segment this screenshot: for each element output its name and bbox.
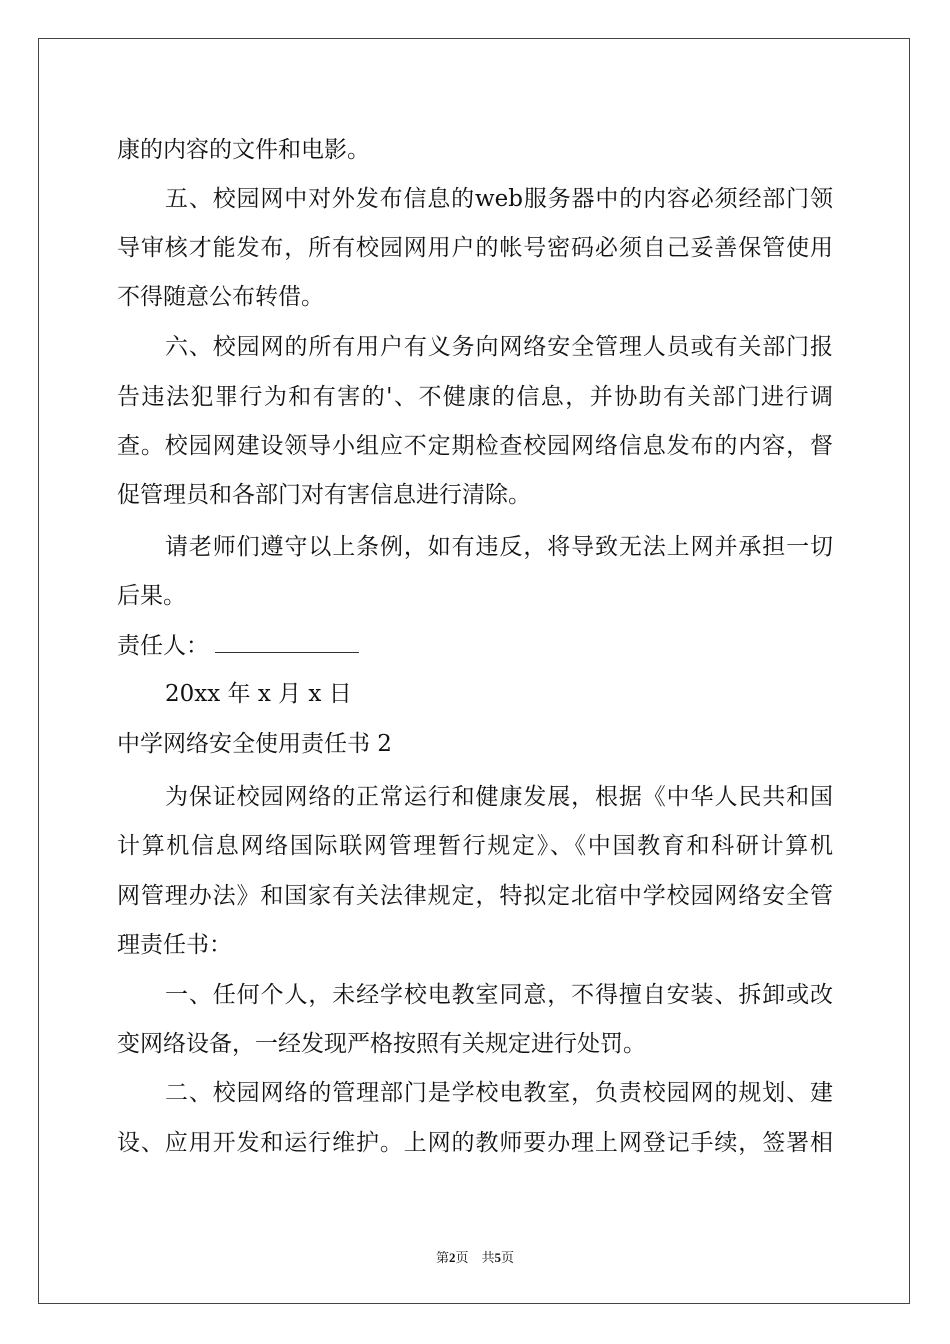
- signature-blank: [215, 632, 359, 653]
- page-border: [38, 38, 910, 1304]
- text-line: 导审核才能发布，所有校园网用户的帐号密码必须自己妥善保管使用: [117, 235, 833, 261]
- text-line: 康的内容的文件和电影。: [117, 137, 370, 163]
- intro-paragraph-line: 为保证校园网络的正常运行和健康发展，根据《中华人民共和国: [165, 784, 833, 810]
- text-line: 设、应用开发和运行维护。上网的教师要办理上网登记手续，签署相: [117, 1130, 833, 1156]
- text-line: 理责任书：: [117, 932, 232, 958]
- footer-suffix: 页: [501, 1250, 515, 1265]
- paragraph-1-line: 一、任何个人，未经学校电教室同意，不得擅自安装、拆卸或改: [165, 982, 833, 1008]
- text-line: 后果。: [117, 583, 186, 609]
- signature-row: [117, 631, 833, 661]
- date-line: 20xx 年 x 月 x 日: [165, 681, 352, 707]
- footer-prefix: 第: [435, 1250, 449, 1265]
- page-footer: [0, 1247, 950, 1266]
- section-title: 中学网络安全使用责任书 2: [117, 731, 392, 757]
- text-line: 不得随意公布转借。: [117, 284, 324, 310]
- paragraph-6-line: 六、校园网的所有用户有义务向网络安全管理人员或有关部门报: [165, 334, 833, 360]
- text-line: 告违法犯罪行为和有害的'、不健康的信息，并协助有关部门进行调: [117, 384, 833, 410]
- current-page-number: 2: [448, 1250, 456, 1265]
- closing-paragraph-line: 请老师们遵守以上条例，如有违反，将导致无法上网并承担一切: [165, 534, 833, 560]
- text-line: 变网络设备，一经发现严格按照有关规定进行处罚。: [117, 1031, 646, 1057]
- text-line: 查。校园网建设领导小组应不定期检查校园网络信息发布的内容，督: [117, 433, 833, 459]
- responsible-person-label: 责任人：: [117, 633, 209, 659]
- text-line: 网管理办法》和国家有关法律规定，特拟定北宿中学校园网络安全管: [117, 883, 833, 909]
- text-line: 促管理员和各部门对有害信息进行清除。: [117, 482, 531, 508]
- text-line: 计算机信息网络国际联网管理暂行规定》、《中国教育和科研计算机: [117, 833, 833, 859]
- paragraph-2-line: 二、校园网络的管理部门是学校电教室，负责校园网的规划、建: [165, 1080, 833, 1106]
- footer-mid: 页 共: [455, 1250, 495, 1265]
- paragraph-5-line: 五、校园网中对外发布信息的web服务器中的内容必须经部门领: [165, 186, 833, 212]
- total-pages: 5: [494, 1250, 501, 1265]
